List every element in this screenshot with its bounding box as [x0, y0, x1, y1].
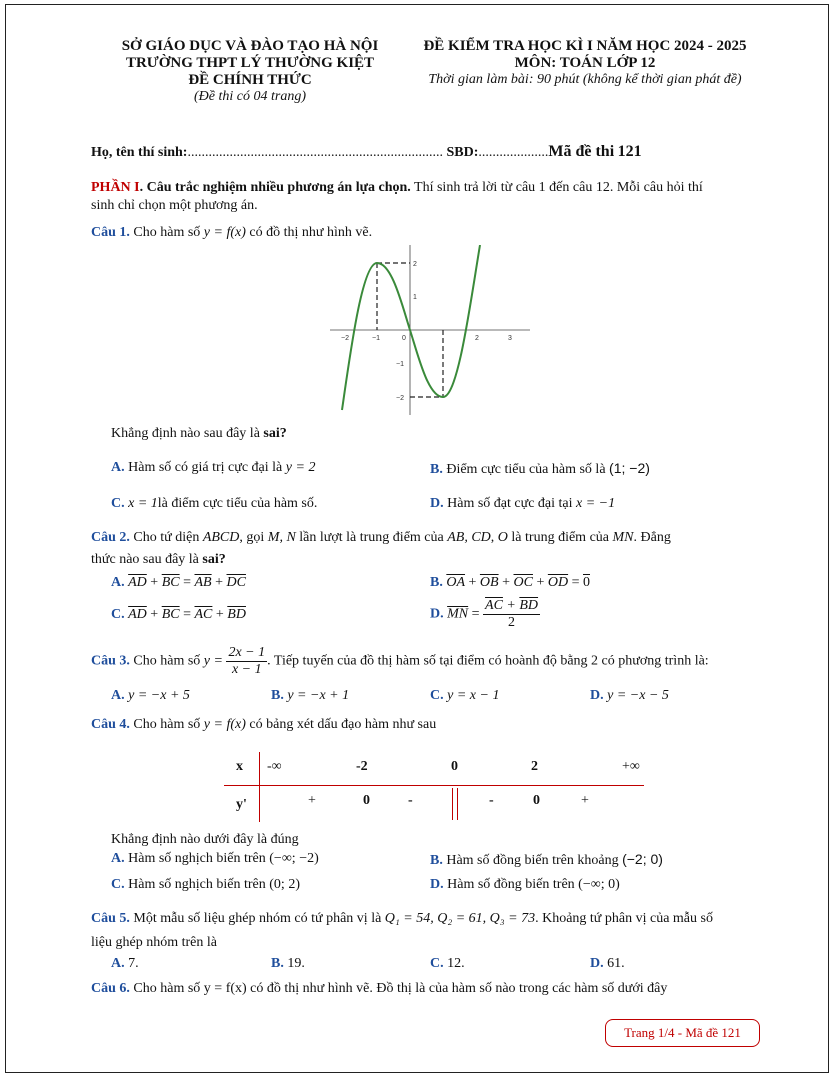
q5-d-label: D. [590, 956, 604, 971]
q1-b-math: (1; −2) [609, 460, 650, 476]
q2-c-label: C. [111, 607, 125, 622]
q3-num: 2x − 1 [228, 645, 266, 660]
q3-b: y = −x + 1 [287, 688, 350, 703]
q2-m4: O [497, 530, 508, 545]
q3-fraction [226, 645, 267, 678]
exam-code-label: Mã đề thi [548, 143, 615, 160]
x-val-pos-inf: +∞ [622, 759, 640, 774]
q5-a: 7. [128, 956, 139, 971]
x-val-neg-inf: -∞ [267, 759, 282, 774]
exam-title: ĐỀ KIỂM TRA HỌC KÌ I NĂM HỌC 2024 - 2025 [423, 38, 747, 54]
q2-text-a: Cho tứ diện [133, 530, 200, 545]
q5-line2: liệu ghép nhóm trên là [91, 935, 217, 950]
q1-d-math: x = −1 [576, 496, 616, 511]
y-tick-m1: −1 [396, 361, 404, 368]
q4-question: Khẳng định nào dưới đây là đúng [111, 832, 299, 847]
q1-question-bold: sai? [263, 426, 287, 441]
q4-stem [91, 717, 436, 733]
sign-table [224, 752, 644, 822]
sign-1: + [308, 793, 316, 808]
q1-option-c[interactable] [111, 496, 317, 512]
q5-math: Q₁ = 54, Q₂ = 61, Q₃ = 73 [384, 911, 536, 926]
q2-text-e: là trung điểm của [511, 530, 609, 545]
q2-option-d[interactable]: D. $\overline{MN}$ = $\frac{\overline{AC} + \overline{BD}}{2}$ [430, 598, 539, 630]
sign-table-yp-label: y' [236, 797, 247, 812]
header-right [405, 38, 765, 88]
q2-option-c[interactable]: C. $\overline{AD} + \overline{BC} = \overline{AC} + \overline{BD}$ [111, 607, 246, 622]
q6-label: Câu 6. [91, 981, 130, 996]
q3-label: Câu 3. [91, 653, 130, 669]
y-tick-2: 2 [413, 261, 417, 268]
q3-text-c: có phương trình là: [601, 653, 709, 669]
q4-c-text: Hàm số nghịch biến trên [128, 877, 266, 892]
q2-b-label: B. [430, 575, 443, 590]
q5-b: 19. [287, 956, 305, 971]
q1-label: Câu 1. [91, 225, 130, 240]
q5-a-label: A. [111, 956, 125, 971]
q1-text-a: Cho hàm số [133, 225, 201, 240]
q3-stem [91, 645, 709, 678]
q4-option-a[interactable] [111, 851, 319, 867]
q4-b-label: B. [430, 853, 443, 868]
q1-text-b: có đồ thị như hình vẽ. [249, 225, 373, 240]
q3-option-a[interactable] [111, 688, 190, 704]
x-tick-3: 3 [508, 335, 512, 342]
q1-c-text: là điểm cực tiểu của hàm số. [157, 496, 318, 511]
q4-option-b[interactable] [430, 851, 663, 869]
q3-d: y = −x − 5 [607, 688, 669, 703]
q1-option-b[interactable] [430, 460, 650, 478]
q1-option-a[interactable] [111, 460, 315, 476]
q4-d-label: D. [430, 877, 444, 892]
q2-m5: MN [612, 530, 634, 545]
q4-a-text: Hàm số nghịch biến trên [128, 851, 266, 866]
sign-2: 0 [363, 793, 370, 808]
q2-option-b[interactable]: B. $\overline{OA} + \overline{OB} + \overline{OC} + \overline{OD} = 0$ [430, 575, 590, 590]
q2-text-b: , gọi [239, 530, 265, 545]
q4-d-math: (−∞; 0) [578, 877, 620, 892]
q6-stem [91, 981, 667, 997]
sign-table-x-label: x [236, 759, 243, 774]
q5-b-label: B. [271, 956, 284, 971]
q1-c-label: C. [111, 496, 125, 511]
sign-6: + [581, 793, 589, 808]
part1-instruction-2: sinh chỉ chọn một phương án. [91, 198, 258, 213]
y-tick-1: 1 [413, 294, 417, 301]
q3-a: y = −x + 5 [128, 688, 190, 703]
q1-graph [330, 245, 530, 415]
q1-option-d[interactable] [430, 496, 615, 512]
q3-a-label: A. [111, 688, 125, 703]
header-left [100, 38, 400, 105]
q3-text-a: Cho hàm số [133, 653, 201, 669]
q4-text-a: Cho hàm số [133, 717, 201, 732]
q3-two: 2 [591, 653, 599, 669]
q6-text: Cho hàm số y = f(x) có đồ thị như hình vẽ. Đồ thị là của hàm số nào trong các hàm số dưới đây [133, 981, 668, 996]
q4-option-d[interactable] [430, 877, 620, 893]
q4-a-label: A. [111, 851, 125, 866]
q4-a-math: (−∞; −2) [269, 851, 319, 866]
department-name: SỞ GIÁO DỤC VÀ ĐÀO TẠO HÀ NỘI [121, 38, 379, 54]
q3-c: y = x − 1 [447, 688, 500, 703]
q5-option-b[interactable] [271, 956, 305, 972]
q1-stem [91, 225, 372, 241]
name-label: Họ, tên thí sinh: [91, 145, 188, 160]
q4-option-c[interactable] [111, 877, 300, 893]
x-val-m2: -2 [356, 759, 368, 774]
q4-label: Câu 4. [91, 717, 130, 732]
q2-line2-text: thức nào sau đây là [91, 552, 199, 567]
q4-b-math: (−2; 0) [622, 851, 663, 867]
page-footer: Trang 1/4 - Mã đề 121 [605, 1019, 760, 1047]
q3-b-label: B. [271, 688, 284, 703]
q1-func: y = f(x) [203, 225, 246, 240]
q5-c: 12. [447, 956, 465, 971]
sbd-label: SBD: [446, 145, 479, 160]
page-count-note: (Đề thi có 04 trang) [194, 89, 306, 104]
q5-text-b: . Khoảng tứ phân vị của mẫu số [535, 911, 713, 926]
q5-c-label: C. [430, 956, 444, 971]
q4-text-b: có bảng xét dấu đạo hàm như sau [249, 717, 437, 732]
q3-text-b: . Tiếp tuyến của đồ thị hàm số tại điểm có hoành độ bằng [267, 653, 588, 669]
q2-line2 [91, 552, 226, 568]
q5-d: 61. [607, 956, 625, 971]
q1-question [111, 426, 287, 442]
sign-table-vline [259, 752, 260, 822]
q2-m2: M, N [267, 530, 296, 545]
q2-label: Câu 2. [91, 530, 130, 545]
part1-title: Câu trắc nghiệm nhiều phương án lựa chọn. [146, 180, 411, 195]
x-tick-2: 2 [475, 335, 479, 342]
sbd-field[interactable]: .................... [478, 145, 549, 160]
q1-a-math: y = 2 [285, 460, 316, 475]
q3-d-label: D. [590, 688, 604, 703]
q2-text-d: , [490, 530, 495, 545]
curve [342, 245, 480, 410]
q2-option-a[interactable]: A. $\overline{AD} + \overline{BC} = \overline{AB} + \overline{DC}$ [111, 575, 246, 590]
q1-b-text: Điểm cực tiểu của hàm số là [446, 462, 606, 477]
q5-label: Câu 5. [91, 911, 130, 926]
q1-d-text: Hàm số đạt cực đại tại [447, 496, 573, 511]
q1-a-text: Hàm số có giá trị cực đại là [128, 460, 283, 475]
q3-option-c[interactable] [430, 688, 499, 704]
q4-func: y = f(x) [203, 717, 246, 732]
x-tick-m2: −2 [341, 335, 349, 342]
part1-instruction-1: Thí sinh trả lời từ câu 1 đến câu 12. Mỗi câu hỏi thí [414, 180, 703, 195]
time-note: Thời gian làm bài: 90 phút (không kể thời gian phát đề) [428, 72, 742, 87]
q5-option-c[interactable] [430, 956, 465, 972]
q2-d-fraction: $\frac{\overline{AC} + \overline{BD}}{2}$ [485, 598, 539, 630]
sign-5: 0 [533, 793, 540, 808]
y-tick-m2: −2 [396, 395, 404, 402]
name-field[interactable]: ......................................................................... [187, 145, 443, 160]
q4-c-math: (0; 2) [269, 877, 300, 892]
official-label: ĐỀ CHÍNH THỨC [188, 72, 312, 88]
q2-text-c: lần lượt là trung điểm của [299, 530, 444, 545]
q5-stem [91, 911, 713, 927]
part1-label: PHẦN I [91, 180, 140, 195]
q4-d-text: Hàm số đồng biến trên [447, 877, 575, 892]
q5-option-d[interactable] [590, 956, 625, 972]
q1-a-label: A. [111, 460, 125, 475]
q2-stem [91, 530, 671, 546]
school-name: TRƯỜNG THPT LÝ THƯỜNG KIỆT [125, 55, 375, 71]
q1-question-text: Khẳng định nào sau đây là [111, 426, 260, 441]
part1-heading: PHẦN I. Câu trắc nghiệm nhiều phương án lựa chọn. Thí sinh trả lời từ câu 1 đến câu 12. Mỗi câu hỏi thí [91, 180, 703, 195]
sign-4: - [489, 793, 494, 808]
exam-code: 121 [617, 143, 642, 160]
q1-b-label: B. [430, 462, 443, 477]
x-val-2: 2 [531, 759, 538, 774]
sign-3: - [408, 793, 413, 808]
q2-m3: AB, CD [447, 530, 491, 545]
x-tick-m1: −1 [372, 335, 380, 342]
q4-b-text: Hàm số đồng biến trên khoảng [446, 853, 619, 868]
x-val-0: 0 [451, 759, 458, 774]
student-info-line [91, 143, 642, 161]
q3-y: y = [203, 653, 223, 669]
subject: MÔN: TOÁN LỚP 12 [514, 55, 656, 71]
q3-c-label: C. [430, 688, 444, 703]
q2-text-f: . Đẳng [633, 530, 671, 545]
q4-c-label: C. [111, 877, 125, 892]
q3-option-b[interactable] [271, 688, 349, 704]
q5-text-a: Một mẫu số liệu ghép nhóm có tứ phân vị là [133, 911, 382, 926]
q5-option-a[interactable] [111, 956, 139, 972]
sign-table-hline [224, 785, 644, 786]
q1-c-math: x = 1 [128, 496, 158, 511]
sign-table-double-bar [452, 788, 458, 820]
q2-d-label: D. [430, 606, 444, 622]
q2-m1: ABCD [202, 530, 240, 545]
q2-a-label: A. [111, 575, 125, 590]
q2-line2-bold: sai? [202, 552, 226, 567]
q3-den: x − 1 [231, 662, 262, 677]
q3-option-d[interactable] [590, 688, 669, 704]
q1-d-label: D. [430, 496, 444, 511]
x-tick-0: 0 [402, 335, 406, 342]
